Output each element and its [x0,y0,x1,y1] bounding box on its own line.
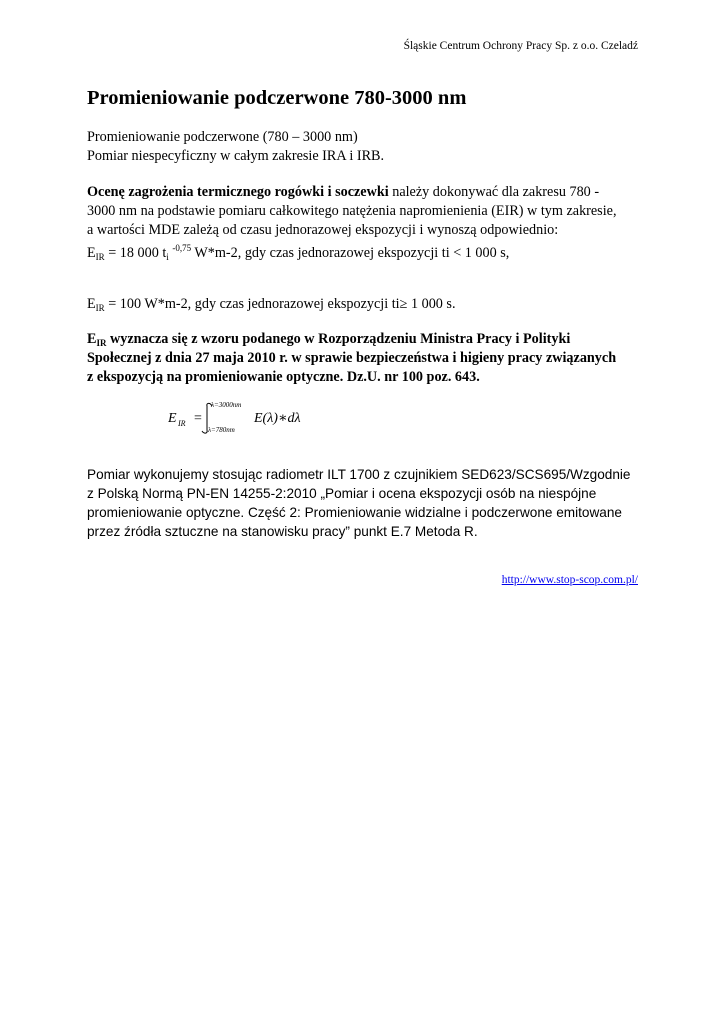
eq1-exponent: -0,75 [172,243,192,253]
method-line-3: promieniowanie optyczne. Część 2: Promieniowanie widzialne i podczerwone emitowane [87,505,622,520]
eq1-condition: W*m-2, gdy czas jednorazowej ekspozycji ti < 1 000 s, [191,245,510,261]
formula-lhs: E [168,411,177,426]
eq1-symbol: E [87,245,96,261]
eq1-value: = 18 000 t [104,245,167,261]
regulation-line-3: z ekspozycją na promieniowanie optyczne. Dz.U. nr 100 poz. 643. [87,369,480,385]
formula-integrand: E(λ)∗dλ [254,411,301,426]
regulation-symbol: E [87,331,97,347]
assessment-line-1: należy dokonywać dla zakresu 780 - [388,184,600,200]
method-paragraph [87,465,647,541]
method-line-2: z Polską Normą PN-EN 14255-2:2010 „Pomiar i ocena ekspozycji osób na niespójne [87,486,597,501]
formula-equals: = [194,411,202,426]
assessment-paragraph [87,183,647,240]
assessment-line-2: 3000 nm na podstawie pomiaru całkowitego natężenia napromienienia (EIR) w tym zakresie, [87,203,617,219]
assessment-line-3: a wartości MDE zależą od czasu jednorazowej ekspozycji i wynoszą odpowiednio: [87,222,559,238]
intro-line-1: Promieniowanie podczerwone (780 – 3000 nm) [87,129,358,145]
formula-lower-limit: λ=780nm [208,426,235,434]
page-title: Promieniowanie podczerwone 780-3000 nm [87,87,467,109]
formula-lhs-sub: IR [178,419,186,428]
eq1-subscript: IR [95,252,105,262]
eq1-t-subscript: i [166,252,169,262]
regulation-line-1: wyznacza się z wzoru podanego w Rozporządzeniu Ministra Pracy i Polityki [106,331,571,347]
method-line-4: przez źródła sztuczne na stanowisku pracy” punkt E.7 Metoda R. [87,524,478,539]
regulation-subscript: IR [96,338,107,348]
intro-line-2: Pomiar niespecyficzny w całym zakresie IRA i IRB. [87,148,385,164]
header-company: Śląskie Centrum Ochrony Pracy Sp. z o.o. Czeladź [403,40,638,52]
regulation-line-2: Społecznej z dnia 27 maja 2010 r. w sprawie bezpieczeństwa i higieny pracy związanych [87,350,617,366]
method-line-1: Pomiar wykonujemy stosując radiometr ILT 1700 z czujnikiem SED623/SCS695/Wzgodnie [87,467,631,482]
formula-upper-limit: λ=3000nm [211,401,242,409]
eq2-subscript: IR [95,303,105,313]
equation-long-exposure [87,295,647,314]
eq2-condition: = 100 W*m-2, gdy czas jednorazowej ekspozycji ti≥ 1 000 s. [104,296,456,312]
equation-short-exposure [87,244,647,263]
eq2-symbol: E [87,296,96,312]
regulation-paragraph [87,330,647,387]
assessment-bold-lead: Ocenę zagrożenia termicznego rogówki i soczewki [87,184,389,200]
footer-website-link[interactable]: http://www.stop-scop.com.pl/ [501,574,638,586]
intro-paragraph [87,128,647,166]
integral-formula [168,398,328,438]
